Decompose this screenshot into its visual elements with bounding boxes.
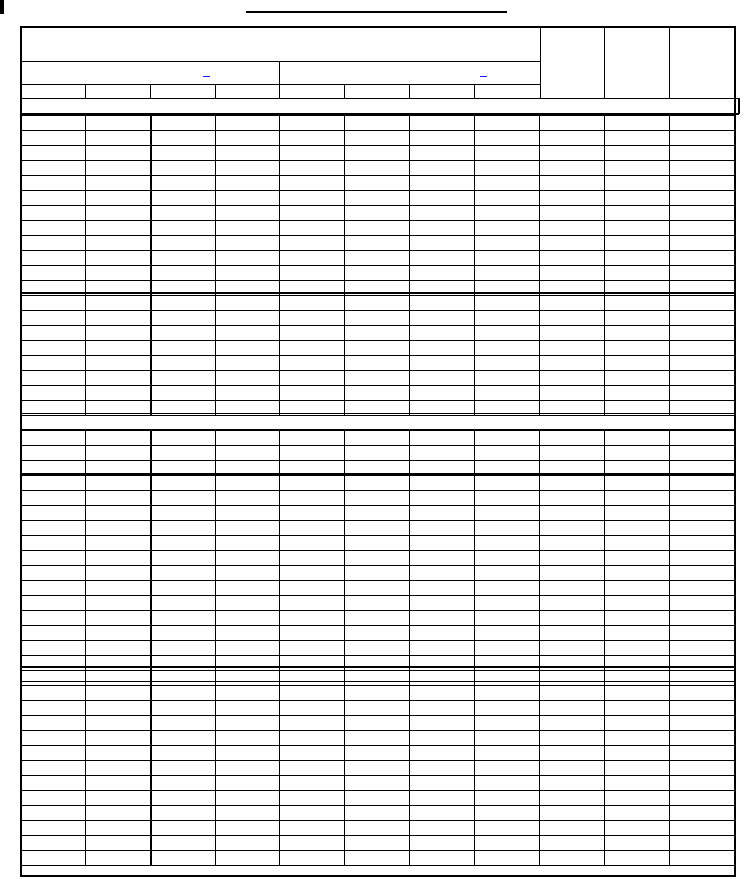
block-1-row	[20, 115, 735, 116]
block-2-column	[344, 430, 345, 670]
block-1-row	[20, 325, 735, 326]
block-1-row	[20, 295, 735, 296]
block-3-row	[20, 850, 735, 851]
subheader-col-rule	[150, 84, 151, 98]
block-1-row	[20, 250, 735, 251]
link-mark	[203, 76, 210, 77]
block-3-row	[20, 685, 735, 686]
block-3-subrule	[20, 681, 735, 682]
block-1-row	[20, 400, 735, 401]
band-1-right-edge	[738, 98, 740, 114]
block-1-row	[20, 355, 735, 356]
block-2-row	[20, 460, 735, 461]
block-1-row	[20, 280, 735, 281]
block-3-column	[604, 670, 605, 865]
block-1-row	[20, 310, 735, 311]
block-3-column	[539, 670, 540, 865]
block-3-column	[669, 670, 670, 865]
block-2-column	[669, 430, 670, 670]
block-1-column	[604, 115, 605, 415]
block-3-row	[20, 670, 735, 671]
block-1-column	[344, 115, 345, 415]
block-3-row	[20, 715, 735, 716]
block-2-column	[150, 430, 152, 670]
frame-right	[734, 26, 736, 877]
block-3-row	[20, 775, 735, 776]
header-main-underline	[20, 61, 540, 62]
block-1-column	[215, 115, 216, 415]
block-1-column	[474, 115, 475, 415]
block-2-column	[279, 430, 280, 670]
block-3-row	[20, 805, 735, 806]
block-1-row	[20, 130, 735, 131]
block-2-row	[20, 535, 735, 536]
block-1-divider	[20, 292, 735, 294]
block-2-column	[474, 430, 475, 670]
block-2-row	[20, 550, 735, 551]
block-3-row	[20, 745, 735, 746]
block-3-column	[279, 670, 280, 865]
block-2-row	[20, 520, 735, 521]
block-2-row	[20, 505, 735, 506]
block-3-row	[20, 790, 735, 791]
block-3-column	[85, 670, 86, 865]
block-2-row	[20, 475, 735, 476]
block-1-row	[20, 370, 735, 371]
corner-mark	[0, 0, 4, 14]
block-2-column	[409, 430, 410, 670]
block-2-column	[604, 430, 605, 670]
block-1-row	[20, 385, 735, 386]
block-2-row	[20, 580, 735, 581]
block-2-column	[85, 430, 86, 670]
block-3-row	[20, 865, 735, 866]
block-1-column	[150, 115, 152, 415]
block-2-row	[20, 565, 735, 566]
header-group-divider	[279, 61, 280, 98]
block-2-row	[20, 595, 735, 596]
frame-top-right	[540, 26, 735, 28]
block-2-column	[215, 430, 216, 670]
block-3-column	[150, 670, 152, 865]
block-1-row	[20, 415, 735, 416]
block-1-row	[20, 235, 735, 236]
header-divider	[540, 26, 541, 98]
block-3-row	[20, 700, 735, 701]
block-1-row	[20, 160, 735, 161]
block-2-row	[20, 430, 735, 431]
block-2-row	[20, 655, 735, 656]
block-3-column	[344, 670, 345, 865]
block-1-column	[539, 115, 540, 415]
block-1-column	[85, 115, 86, 415]
form-grid	[20, 26, 735, 877]
block-2-row	[20, 490, 735, 491]
block-3-row	[20, 730, 735, 731]
subheader-col-rule	[215, 84, 216, 98]
frame-bottom	[20, 875, 735, 877]
block-3-column	[409, 670, 410, 865]
title-underline	[246, 11, 507, 13]
frame-left	[20, 26, 22, 877]
subheader-rule	[20, 84, 540, 85]
block-1-row	[20, 175, 735, 176]
block-1-row	[20, 340, 735, 341]
header-col11-divider	[669, 26, 670, 98]
block-3-row	[20, 835, 735, 836]
block-2-divider	[20, 473, 735, 475]
frame-top	[20, 26, 540, 28]
band-2-top	[20, 413, 735, 414]
subheader-col-rule	[344, 84, 345, 98]
block-2-row	[20, 640, 735, 641]
block-3-divider	[20, 666, 735, 668]
block-1-column	[669, 115, 670, 415]
subheader-col-rule	[409, 84, 410, 98]
block-1-row	[20, 205, 735, 206]
subheader-col-rule	[474, 84, 475, 98]
block-2-row	[20, 625, 735, 626]
block-3-row	[20, 820, 735, 821]
block-2-row	[20, 445, 735, 446]
block-1-row	[20, 265, 735, 266]
header-col10-divider	[604, 26, 605, 98]
block-1-row	[20, 190, 735, 191]
block-2-column	[539, 430, 540, 670]
block-3-column	[215, 670, 216, 865]
block-1-row	[20, 145, 735, 146]
band-1-top	[20, 98, 739, 99]
block-3-column	[474, 670, 475, 865]
block-1-column	[409, 115, 410, 415]
subheader-col-rule	[85, 84, 86, 98]
block-1-column	[279, 115, 280, 415]
block-2-row	[20, 610, 735, 611]
block-1-row	[20, 220, 735, 221]
block-3-row	[20, 760, 735, 761]
link-mark	[480, 76, 487, 77]
